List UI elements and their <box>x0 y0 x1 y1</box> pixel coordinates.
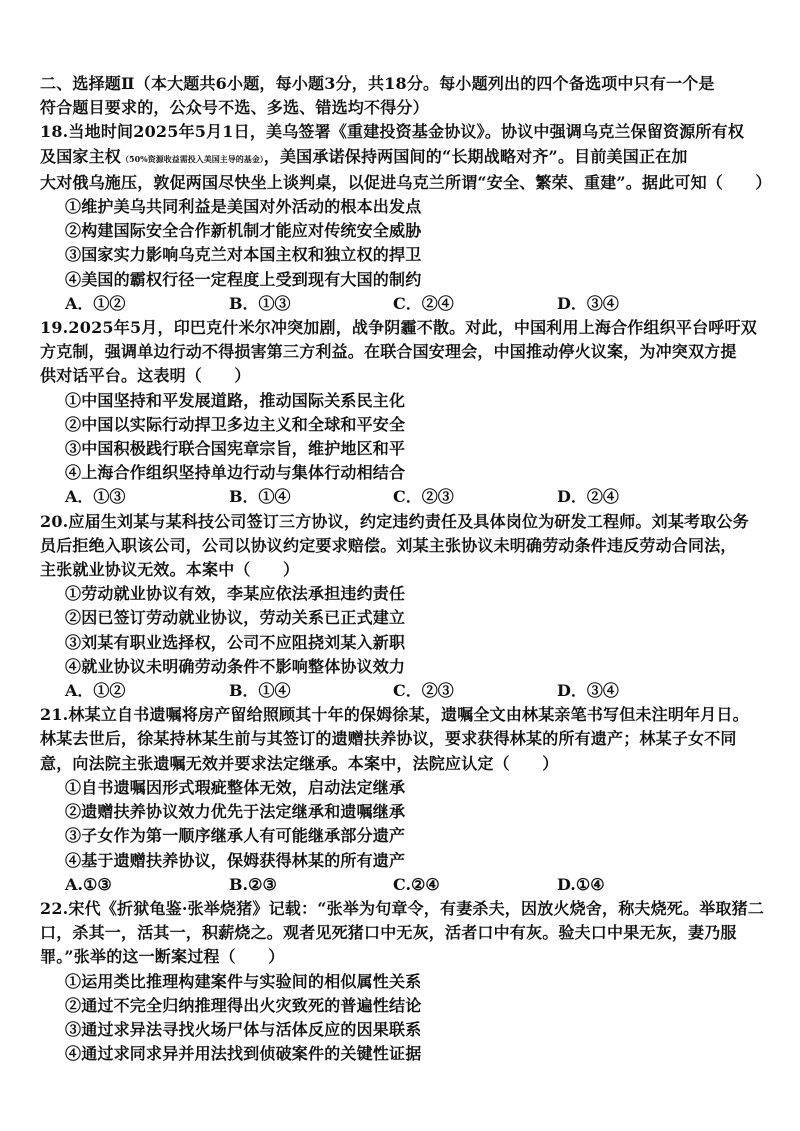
answer-choices <box>40 679 760 703</box>
answer-choice-d[interactable]: D．③④ <box>557 293 619 313</box>
answer-choice-c[interactable]: C．②③ <box>393 487 454 507</box>
answer-choice-b[interactable]: B．①④ <box>229 487 291 507</box>
answer-choice-b[interactable]: B．①④ <box>229 681 291 701</box>
question-stem-line: 口，杀其一，活其一，积薪烧之。观者见死猪口中无灰，活者口中有灰。验夫口中果无灰，妻乃服 <box>40 923 737 943</box>
answer-choice-d[interactable]: D．②④ <box>557 487 619 507</box>
stem-text: 及国家主权 <box>40 146 122 166</box>
option-item: ①劳动就业协议有效，李某应依法承担违约责任 <box>65 584 406 604</box>
option-item: ①中国坚持和平发展道路，推动国际关系民主化 <box>65 390 406 410</box>
question-stem-line: 主张就业协议无效。本案中（ ） <box>40 560 300 580</box>
option-item: ②通过不完全归纳推理得出火灾致死的普遍性结论 <box>65 995 422 1015</box>
question-stem-line: 意，向法院主张遗嘱无效并要求法定继承。本案中，法院应认定（ ） <box>40 753 559 773</box>
option-item: ①运用类比推理构建案件与实验间的相似属性关系 <box>65 971 422 991</box>
question-22 <box>40 897 765 1066</box>
option-item: ③刘某有职业选择权，公司不应阻挠刘某入新职 <box>65 632 406 652</box>
answer-choice-c[interactable]: C.②④ <box>393 874 440 894</box>
answer-choice-c[interactable]: C．②④ <box>393 293 454 313</box>
question-19 <box>40 316 760 510</box>
answer-choice-a[interactable]: A．①② <box>65 293 126 313</box>
question-stem-line: 大对俄乌施压，敦促两国尽快坐上谈判桌，以促进乌克兰所谓“安全、繁荣、重建”。据此可知（ ） <box>40 172 772 192</box>
question-stem-line: 18.当地时间2025年5月1日，美乌签署《重建投资基金协议》。协议中强调乌克兰保留资源所有权 <box>40 122 745 142</box>
question-stem-line <box>40 145 760 171</box>
question-21 <box>40 703 760 897</box>
option-item: ④基于遗赠扶养协议，保姆获得林某的所有遗产 <box>65 850 406 870</box>
section-header-line: 符合题目要求的，公众号不选、多选、错选均不得分） <box>40 98 429 118</box>
question-stem-line: 方克制，强调单边行动不得损害第三方利益。在联合国安理会，中国推动停火议案，为冲突双方提 <box>40 342 737 362</box>
option-item: ③子女作为第一顺序继承人有可能继承部分遗产 <box>65 826 406 846</box>
option-item: ①维护美乌共同利益是美国对外活动的根本出发点 <box>65 197 422 217</box>
answer-choices <box>40 873 760 897</box>
option-item: ④通过求同求异并用法找到侦破案件的关键性证据 <box>65 1044 422 1064</box>
question-stem-line: 21.林某立自书遗嘱将房产留给照顾其十年的保姆徐某，遗嘱全文由林某亲笔书写但未注明年月日。 <box>40 705 749 725</box>
answer-choice-d[interactable]: D．③④ <box>557 681 619 701</box>
answer-choice-a[interactable]: A．①② <box>65 681 126 701</box>
answer-choice-b[interactable]: B．①③ <box>229 293 291 313</box>
option-item: ②中国以实际行动捍卫多边主义和全球和平安全 <box>65 414 406 434</box>
option-item: ①自书遗嘱因形式瑕疵整体无效，启动法定继承 <box>65 777 406 797</box>
answer-choices <box>40 485 760 509</box>
answer-choice-d[interactable]: D.①④ <box>557 874 605 894</box>
option-item: ③中国积极践行联合国宪章宗旨，维护地区和平 <box>65 439 406 459</box>
stem-note: （50%资源收益需投入美国主导的基金） <box>121 153 264 164</box>
answer-choice-a[interactable]: A．①③ <box>65 487 126 507</box>
option-item: ③国家实力影响乌克兰对本国主权和独立权的捍卫 <box>65 245 422 265</box>
question-stem-line: 员后拒绝入职该公司，公司以协议约定要求赔偿。刘某主张协议未明确劳动条件违反劳动合同法， <box>40 535 737 555</box>
question-stem-line: 22.宋代《折狱龟鉴·张举烧猪》记载：“张举为句章令，有妻杀夫，因放火烧舍，称夫烧死。举取猪二 <box>40 898 765 918</box>
option-item: ③通过求异法寻找火场尸体与活体反应的因果联系 <box>65 1019 422 1039</box>
answer-choice-a[interactable]: A.①③ <box>65 874 112 894</box>
option-item: ②因已签订劳动就业协议，劳动关系已正式建立 <box>65 608 406 628</box>
question-stem-line: 林某去世后，徐某持林某生前与其签订的遗赠扶养协议，要求获得林某的所有遗产；林某子女不同 <box>40 729 737 749</box>
stem-text: ，美国承诺保持两国间的“长期战略对齐”。目前美国正在加 <box>263 146 688 166</box>
option-item: ④上海合作组织坚持单边行动与集体行动相结合 <box>65 463 406 483</box>
question-stem-line: 供对话平台。这表明（ ） <box>40 366 251 386</box>
option-item: ②构建国际安全合作新机制才能应对传统安全威胁 <box>65 221 422 241</box>
answer-choices <box>40 292 760 316</box>
option-item: ②遗赠扶养协议效力优先于法定继承和遗嘱继承 <box>65 802 406 822</box>
option-item: ④美国的霸权行径一定程度上受到现有大国的制约 <box>65 269 422 289</box>
answer-choice-c[interactable]: C．②③ <box>393 681 454 701</box>
question-20 <box>40 510 760 704</box>
question-18 <box>40 120 772 316</box>
question-stem-line: 罪。”张举的这一断案过程（ ） <box>40 947 285 967</box>
question-stem-line: 20.应届生刘某与某科技公司签订三方协议，约定违约责任及具体岗位为研发工程师。刘某考取公务 <box>40 511 749 531</box>
question-stem-line: 19.2025年5月，印巴克什米尔冲突加剧，战争阴霾不散。对此，中国利用上海合作组织平台呼吁双 <box>40 318 757 338</box>
section-header <box>40 72 760 120</box>
option-item: ④就业协议未明确劳动条件不影响整体协议效力 <box>65 656 406 676</box>
answer-choice-b[interactable]: B.②③ <box>229 874 277 894</box>
section-header-line: 二、选择题Ⅱ（本大题共6小题，每小题3分，共18分。每小题列出的四个备选项中只有一个是 <box>40 74 715 93</box>
